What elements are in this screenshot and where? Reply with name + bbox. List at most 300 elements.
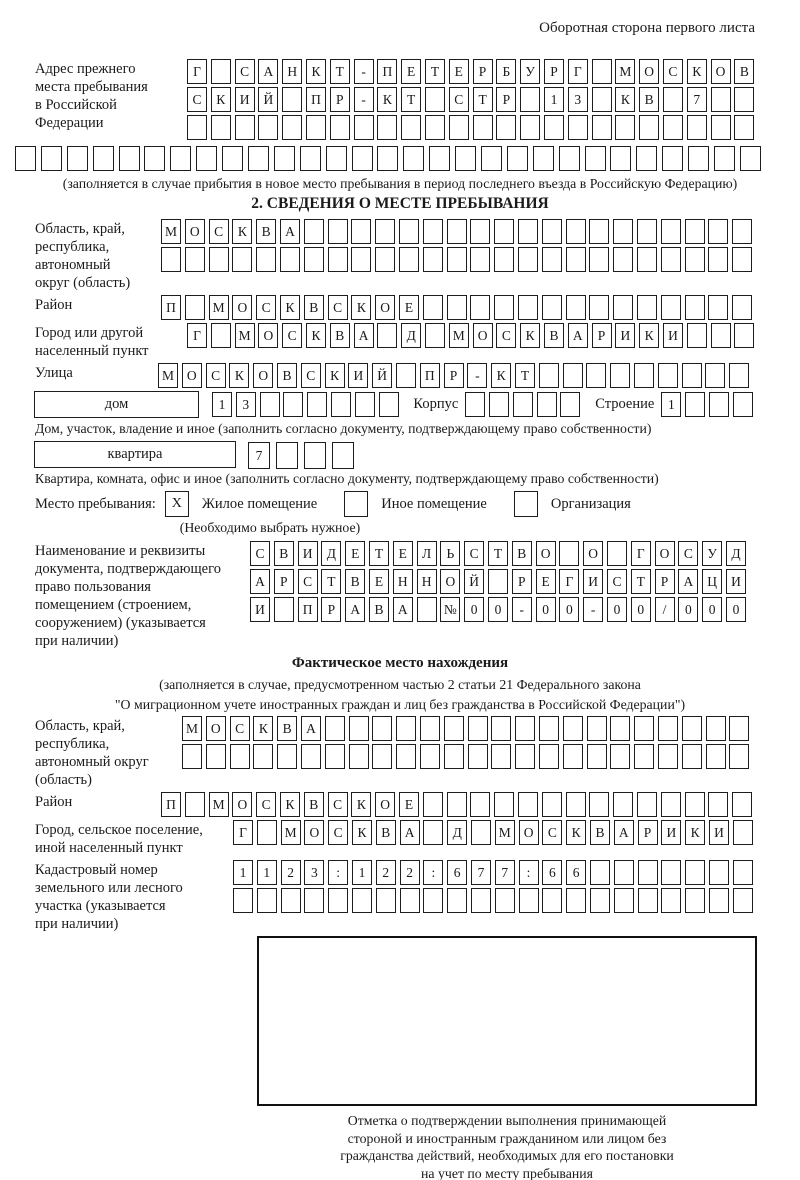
grid-cell[interactable]: О [639,59,659,84]
grid-cell[interactable] [423,792,443,817]
grid-cell[interactable] [634,363,654,388]
grid-cell[interactable] [518,219,538,244]
grid-cell[interactable] [471,820,491,845]
grid-cell[interactable] [682,363,702,388]
grid-cell[interactable]: И [615,323,635,348]
grid-cell[interactable] [399,219,419,244]
grid-cell[interactable] [682,744,702,769]
grid-cell[interactable]: 1 [661,392,681,417]
grid-cell[interactable] [734,323,754,348]
grid-cell[interactable]: К [232,219,252,244]
grid-cell[interactable]: О [375,295,395,320]
grid-cell[interactable]: С [298,569,318,594]
grid-cell[interactable] [372,716,392,741]
grid-cell[interactable] [211,323,231,348]
grid-cell[interactable] [425,115,445,140]
grid-cell[interactable] [144,146,165,171]
grid-cell[interactable] [637,247,657,272]
grid-cell[interactable]: О [375,792,395,817]
grid-cell[interactable]: Н [393,569,413,594]
grid-cell[interactable] [222,146,243,171]
grid-cell[interactable] [403,146,424,171]
grid-cell[interactable]: Е [369,569,389,594]
grid-cell[interactable] [349,716,369,741]
grid-cell[interactable]: А [250,569,270,594]
grid-cell[interactable] [375,247,395,272]
grid-cell[interactable] [614,888,634,913]
grid-cell[interactable] [489,392,509,417]
grid-cell[interactable]: А [345,597,365,622]
grid-cell[interactable]: 7 [248,442,270,469]
grid-cell[interactable]: М [182,716,202,741]
grid-cell[interactable]: 0 [726,597,746,622]
grid-cell[interactable] [515,716,535,741]
grid-cell[interactable] [568,115,588,140]
grid-cell[interactable]: Т [369,541,389,566]
grid-cell[interactable]: О [304,820,324,845]
grid-cell[interactable] [513,392,533,417]
grid-cell[interactable]: К [325,363,345,388]
grid-cell[interactable]: М [281,820,301,845]
grid-cell[interactable]: : [519,860,539,885]
grid-cell[interactable] [563,744,583,769]
grid-cell[interactable]: О [206,716,226,741]
grid-cell[interactable]: В [376,820,396,845]
grid-cell[interactable]: П [161,792,181,817]
grid-cell[interactable] [494,219,514,244]
grid-cell[interactable] [248,146,269,171]
grid-cell[interactable]: К [615,87,635,112]
grid-cell[interactable]: О [440,569,460,594]
grid-cell[interactable]: И [726,569,746,594]
grid-cell[interactable] [465,392,485,417]
grid-cell[interactable]: О [473,323,493,348]
grid-cell[interactable]: П [161,295,181,320]
grid-cell[interactable] [182,744,202,769]
grid-cell[interactable] [586,363,606,388]
grid-cell[interactable] [519,888,539,913]
grid-cell[interactable] [589,295,609,320]
grid-cell[interactable] [325,716,345,741]
grid-cell[interactable] [542,295,562,320]
grid-cell[interactable] [589,247,609,272]
grid-cell[interactable]: Е [449,59,469,84]
grid-cell[interactable] [307,392,327,417]
grid-cell[interactable] [470,792,490,817]
grid-cell[interactable]: О [258,323,278,348]
grid-cell[interactable] [417,597,437,622]
grid-cell[interactable] [520,87,540,112]
grid-cell[interactable]: А [258,59,278,84]
grid-cell[interactable] [481,146,502,171]
grid-cell[interactable]: - [354,59,374,84]
grid-cell[interactable]: Р [544,59,564,84]
grid-cell[interactable] [515,744,535,769]
grid-cell[interactable] [518,247,538,272]
grid-cell[interactable] [539,363,559,388]
grid-cell[interactable]: С [256,792,276,817]
grid-cell[interactable]: В [256,219,276,244]
grid-cell[interactable] [67,146,88,171]
grid-cell[interactable] [41,146,62,171]
grid-cell[interactable]: С [256,295,276,320]
grid-cell[interactable] [494,247,514,272]
grid-cell[interactable] [209,247,229,272]
grid-cell[interactable]: С [235,59,255,84]
grid-cell[interactable] [539,744,559,769]
grid-cell[interactable] [542,792,562,817]
grid-cell[interactable] [518,295,538,320]
grid-cell[interactable]: А [280,219,300,244]
grid-cell[interactable] [688,146,709,171]
grid-cell[interactable]: П [306,87,326,112]
grid-cell[interactable] [351,247,371,272]
grid-cell[interactable] [119,146,140,171]
grid-cell[interactable] [637,792,657,817]
grid-cell[interactable]: О [519,820,539,845]
grid-cell[interactable]: 2 [281,860,301,885]
grid-cell[interactable]: К [377,87,397,112]
grid-cell[interactable] [563,363,583,388]
grid-cell[interactable]: К [229,363,249,388]
grid-cell[interactable]: М [235,323,255,348]
grid-cell[interactable]: 6 [542,860,562,885]
grid-cell[interactable] [634,716,654,741]
grid-cell[interactable] [610,146,631,171]
grid-cell[interactable]: Т [631,569,651,594]
grid-cell[interactable] [423,247,443,272]
grid-cell[interactable] [282,87,302,112]
grid-cell[interactable] [709,392,729,417]
grid-cell[interactable]: О [536,541,556,566]
grid-cell[interactable] [326,146,347,171]
grid-cell[interactable]: В [639,87,659,112]
grid-cell[interactable]: Л [417,541,437,566]
grid-cell[interactable]: В [590,820,610,845]
grid-cell[interactable]: Г [187,323,207,348]
grid-cell[interactable]: К [639,323,659,348]
grid-cell[interactable]: Р [321,597,341,622]
grid-cell[interactable] [304,442,326,469]
grid-cell[interactable] [253,744,273,769]
grid-cell[interactable] [282,115,302,140]
grid-cell[interactable] [732,219,752,244]
grid-cell[interactable] [274,146,295,171]
grid-cell[interactable] [304,247,324,272]
grid-cell[interactable]: Р [330,87,350,112]
grid-cell[interactable]: К [253,716,273,741]
grid-cell[interactable] [304,888,324,913]
grid-cell[interactable]: Т [401,87,421,112]
grid-cell[interactable]: К [491,363,511,388]
grid-cell[interactable] [613,792,633,817]
grid-cell[interactable] [560,392,580,417]
grid-cell[interactable]: М [209,792,229,817]
grid-cell[interactable] [613,247,633,272]
grid-cell[interactable]: С [607,569,627,594]
grid-cell[interactable] [325,744,345,769]
grid-cell[interactable]: Г [187,59,207,84]
grid-cell[interactable] [638,888,658,913]
grid-cell[interactable] [711,87,731,112]
grid-cell[interactable] [276,442,298,469]
grid-cell[interactable]: С [209,219,229,244]
grid-cell[interactable] [639,115,659,140]
grid-cell[interactable] [230,744,250,769]
grid-cell[interactable]: 0 [678,597,698,622]
grid-cell[interactable] [610,744,630,769]
grid-cell[interactable]: И [298,541,318,566]
grid-cell[interactable] [429,146,450,171]
grid-cell[interactable]: Й [464,569,484,594]
grid-cell[interactable] [257,820,277,845]
grid-cell[interactable]: М [495,820,515,845]
grid-cell[interactable]: 0 [559,597,579,622]
grid-cell[interactable] [447,295,467,320]
grid-cell[interactable] [733,860,753,885]
grid-cell[interactable]: 0 [536,597,556,622]
grid-cell[interactable] [470,247,490,272]
grid-cell[interactable]: Б [496,59,516,84]
grid-cell[interactable]: Р [638,820,658,845]
grid-cell[interactable] [585,146,606,171]
grid-cell[interactable]: С [230,716,250,741]
grid-cell[interactable]: И [583,569,603,594]
grid-cell[interactable] [330,115,350,140]
grid-cell[interactable]: 3 [236,392,256,417]
grid-cell[interactable]: В [277,363,297,388]
grid-cell[interactable] [610,716,630,741]
grid-cell[interactable] [233,888,253,913]
grid-cell[interactable] [280,247,300,272]
grid-cell[interactable] [732,792,752,817]
grid-cell[interactable] [196,146,217,171]
grid-cell[interactable]: 2 [376,860,396,885]
grid-cell[interactable] [587,716,607,741]
grid-cell[interactable] [544,115,564,140]
grid-cell[interactable]: Д [726,541,746,566]
grid-cell[interactable]: 1 [257,860,277,885]
grid-cell[interactable] [542,888,562,913]
grid-cell[interactable] [304,219,324,244]
grid-cell[interactable] [663,87,683,112]
grid-cell[interactable] [377,115,397,140]
grid-cell[interactable]: В [734,59,754,84]
grid-cell[interactable] [425,87,445,112]
grid-cell[interactable] [257,888,277,913]
grid-cell[interactable]: Й [258,87,278,112]
grid-cell[interactable] [638,860,658,885]
grid-cell[interactable]: Е [393,541,413,566]
grid-cell[interactable] [399,247,419,272]
grid-cell[interactable] [708,295,728,320]
grid-cell[interactable] [328,219,348,244]
grid-cell[interactable]: Т [425,59,445,84]
grid-cell[interactable] [592,59,612,84]
grid-cell[interactable]: О [232,792,252,817]
grid-cell[interactable]: К [211,87,231,112]
grid-cell[interactable]: В [277,716,297,741]
grid-cell[interactable] [566,219,586,244]
grid-cell[interactable]: К [566,820,586,845]
grid-cell[interactable] [355,392,375,417]
grid-cell[interactable] [423,219,443,244]
grid-cell[interactable]: В [544,323,564,348]
grid-cell[interactable] [185,792,205,817]
grid-cell[interactable]: О [232,295,252,320]
grid-cell[interactable] [470,219,490,244]
grid-cell[interactable]: Д [447,820,467,845]
grid-cell[interactable] [277,744,297,769]
grid-cell[interactable] [685,247,705,272]
grid-cell[interactable] [161,247,181,272]
grid-cell[interactable] [729,716,749,741]
grid-cell[interactable]: 0 [464,597,484,622]
grid-cell[interactable] [613,295,633,320]
grid-cell[interactable] [494,295,514,320]
grid-cell[interactable] [375,219,395,244]
grid-cell[interactable] [444,744,464,769]
grid-cell[interactable] [444,716,464,741]
grid-cell[interactable] [706,744,726,769]
grid-cell[interactable]: Р [444,363,464,388]
grid-cell[interactable] [709,860,729,885]
grid-cell[interactable] [468,744,488,769]
grid-cell[interactable] [533,146,554,171]
grid-cell[interactable]: М [449,323,469,348]
grid-cell[interactable] [473,115,493,140]
grid-cell[interactable] [542,219,562,244]
grid-cell[interactable] [661,219,681,244]
grid-cell[interactable]: / [655,597,675,622]
grid-cell[interactable]: К [351,295,371,320]
grid-cell[interactable] [734,115,754,140]
grid-cell[interactable] [496,115,516,140]
grid-cell[interactable] [495,888,515,913]
grid-cell[interactable]: С [496,323,516,348]
grid-cell[interactable] [729,744,749,769]
grid-cell[interactable]: В [304,792,324,817]
grid-cell[interactable] [400,888,420,913]
grid-cell[interactable]: С [301,363,321,388]
grid-cell[interactable]: 6 [566,860,586,885]
grid-cell[interactable]: Р [473,59,493,84]
grid-cell[interactable]: 0 [702,597,722,622]
grid-cell[interactable]: С [328,792,348,817]
grid-cell[interactable] [447,888,467,913]
grid-cell[interactable] [589,792,609,817]
grid-cell[interactable] [566,888,586,913]
grid-cell[interactable]: - [354,87,374,112]
grid-cell[interactable]: С [464,541,484,566]
grid-cell[interactable]: 6 [447,860,467,885]
checkbox-other-premises[interactable] [344,491,368,517]
grid-cell[interactable]: 0 [488,597,508,622]
grid-cell[interactable] [661,888,681,913]
grid-cell[interactable]: К [520,323,540,348]
grid-cell[interactable] [592,87,612,112]
grid-cell[interactable] [732,247,752,272]
grid-cell[interactable]: И [250,597,270,622]
grid-cell[interactable] [328,888,348,913]
grid-cell[interactable] [206,744,226,769]
grid-cell[interactable] [634,744,654,769]
grid-cell[interactable] [566,295,586,320]
grid-cell[interactable] [328,247,348,272]
grid-cell[interactable]: К [352,820,372,845]
grid-cell[interactable]: А [354,323,374,348]
grid-cell[interactable]: Н [417,569,437,594]
grid-cell[interactable]: М [161,219,181,244]
grid-cell[interactable] [332,442,354,469]
checkbox-residential[interactable]: X [165,491,189,517]
grid-cell[interactable] [306,115,326,140]
grid-cell[interactable] [661,295,681,320]
grid-cell[interactable] [447,247,467,272]
grid-cell[interactable]: У [520,59,540,84]
grid-cell[interactable]: С [282,323,302,348]
grid-cell[interactable]: С [206,363,226,388]
grid-cell[interactable] [235,115,255,140]
grid-cell[interactable]: С [678,541,698,566]
grid-cell[interactable] [354,115,374,140]
grid-cell[interactable]: Г [559,569,579,594]
grid-cell[interactable] [232,247,252,272]
grid-cell[interactable]: 7 [471,860,491,885]
checkbox-organization[interactable] [514,491,538,517]
grid-cell[interactable] [15,146,36,171]
grid-cell[interactable] [377,323,397,348]
grid-cell[interactable] [211,59,231,84]
grid-cell[interactable] [566,247,586,272]
grid-cell[interactable] [563,716,583,741]
grid-cell[interactable] [351,219,371,244]
grid-cell[interactable]: И [348,363,368,388]
grid-cell[interactable]: № [440,597,460,622]
grid-cell[interactable]: В [304,295,324,320]
grid-cell[interactable]: 7 [495,860,515,885]
grid-cell[interactable] [685,792,705,817]
grid-cell[interactable] [711,323,731,348]
grid-cell[interactable] [93,146,114,171]
grid-cell[interactable] [185,247,205,272]
grid-cell[interactable]: У [702,541,722,566]
grid-cell[interactable]: К [351,792,371,817]
grid-cell[interactable] [682,716,702,741]
grid-cell[interactable] [636,146,657,171]
grid-cell[interactable]: П [420,363,440,388]
grid-cell[interactable] [687,323,707,348]
grid-cell[interactable] [372,744,392,769]
grid-cell[interactable]: Т [330,59,350,84]
grid-cell[interactable]: Д [321,541,341,566]
grid-cell[interactable] [685,392,705,417]
grid-cell[interactable] [468,716,488,741]
grid-cell[interactable]: К [280,792,300,817]
grid-cell[interactable] [170,146,191,171]
grid-cell[interactable]: 1 [352,860,372,885]
grid-cell[interactable]: Е [536,569,556,594]
grid-cell[interactable] [592,115,612,140]
grid-cell[interactable]: В [274,541,294,566]
grid-cell[interactable] [539,716,559,741]
grid-cell[interactable]: А [400,820,420,845]
grid-cell[interactable] [491,716,511,741]
grid-cell[interactable] [396,363,416,388]
grid-cell[interactable] [590,860,610,885]
grid-cell[interactable] [211,115,231,140]
grid-cell[interactable] [396,744,416,769]
